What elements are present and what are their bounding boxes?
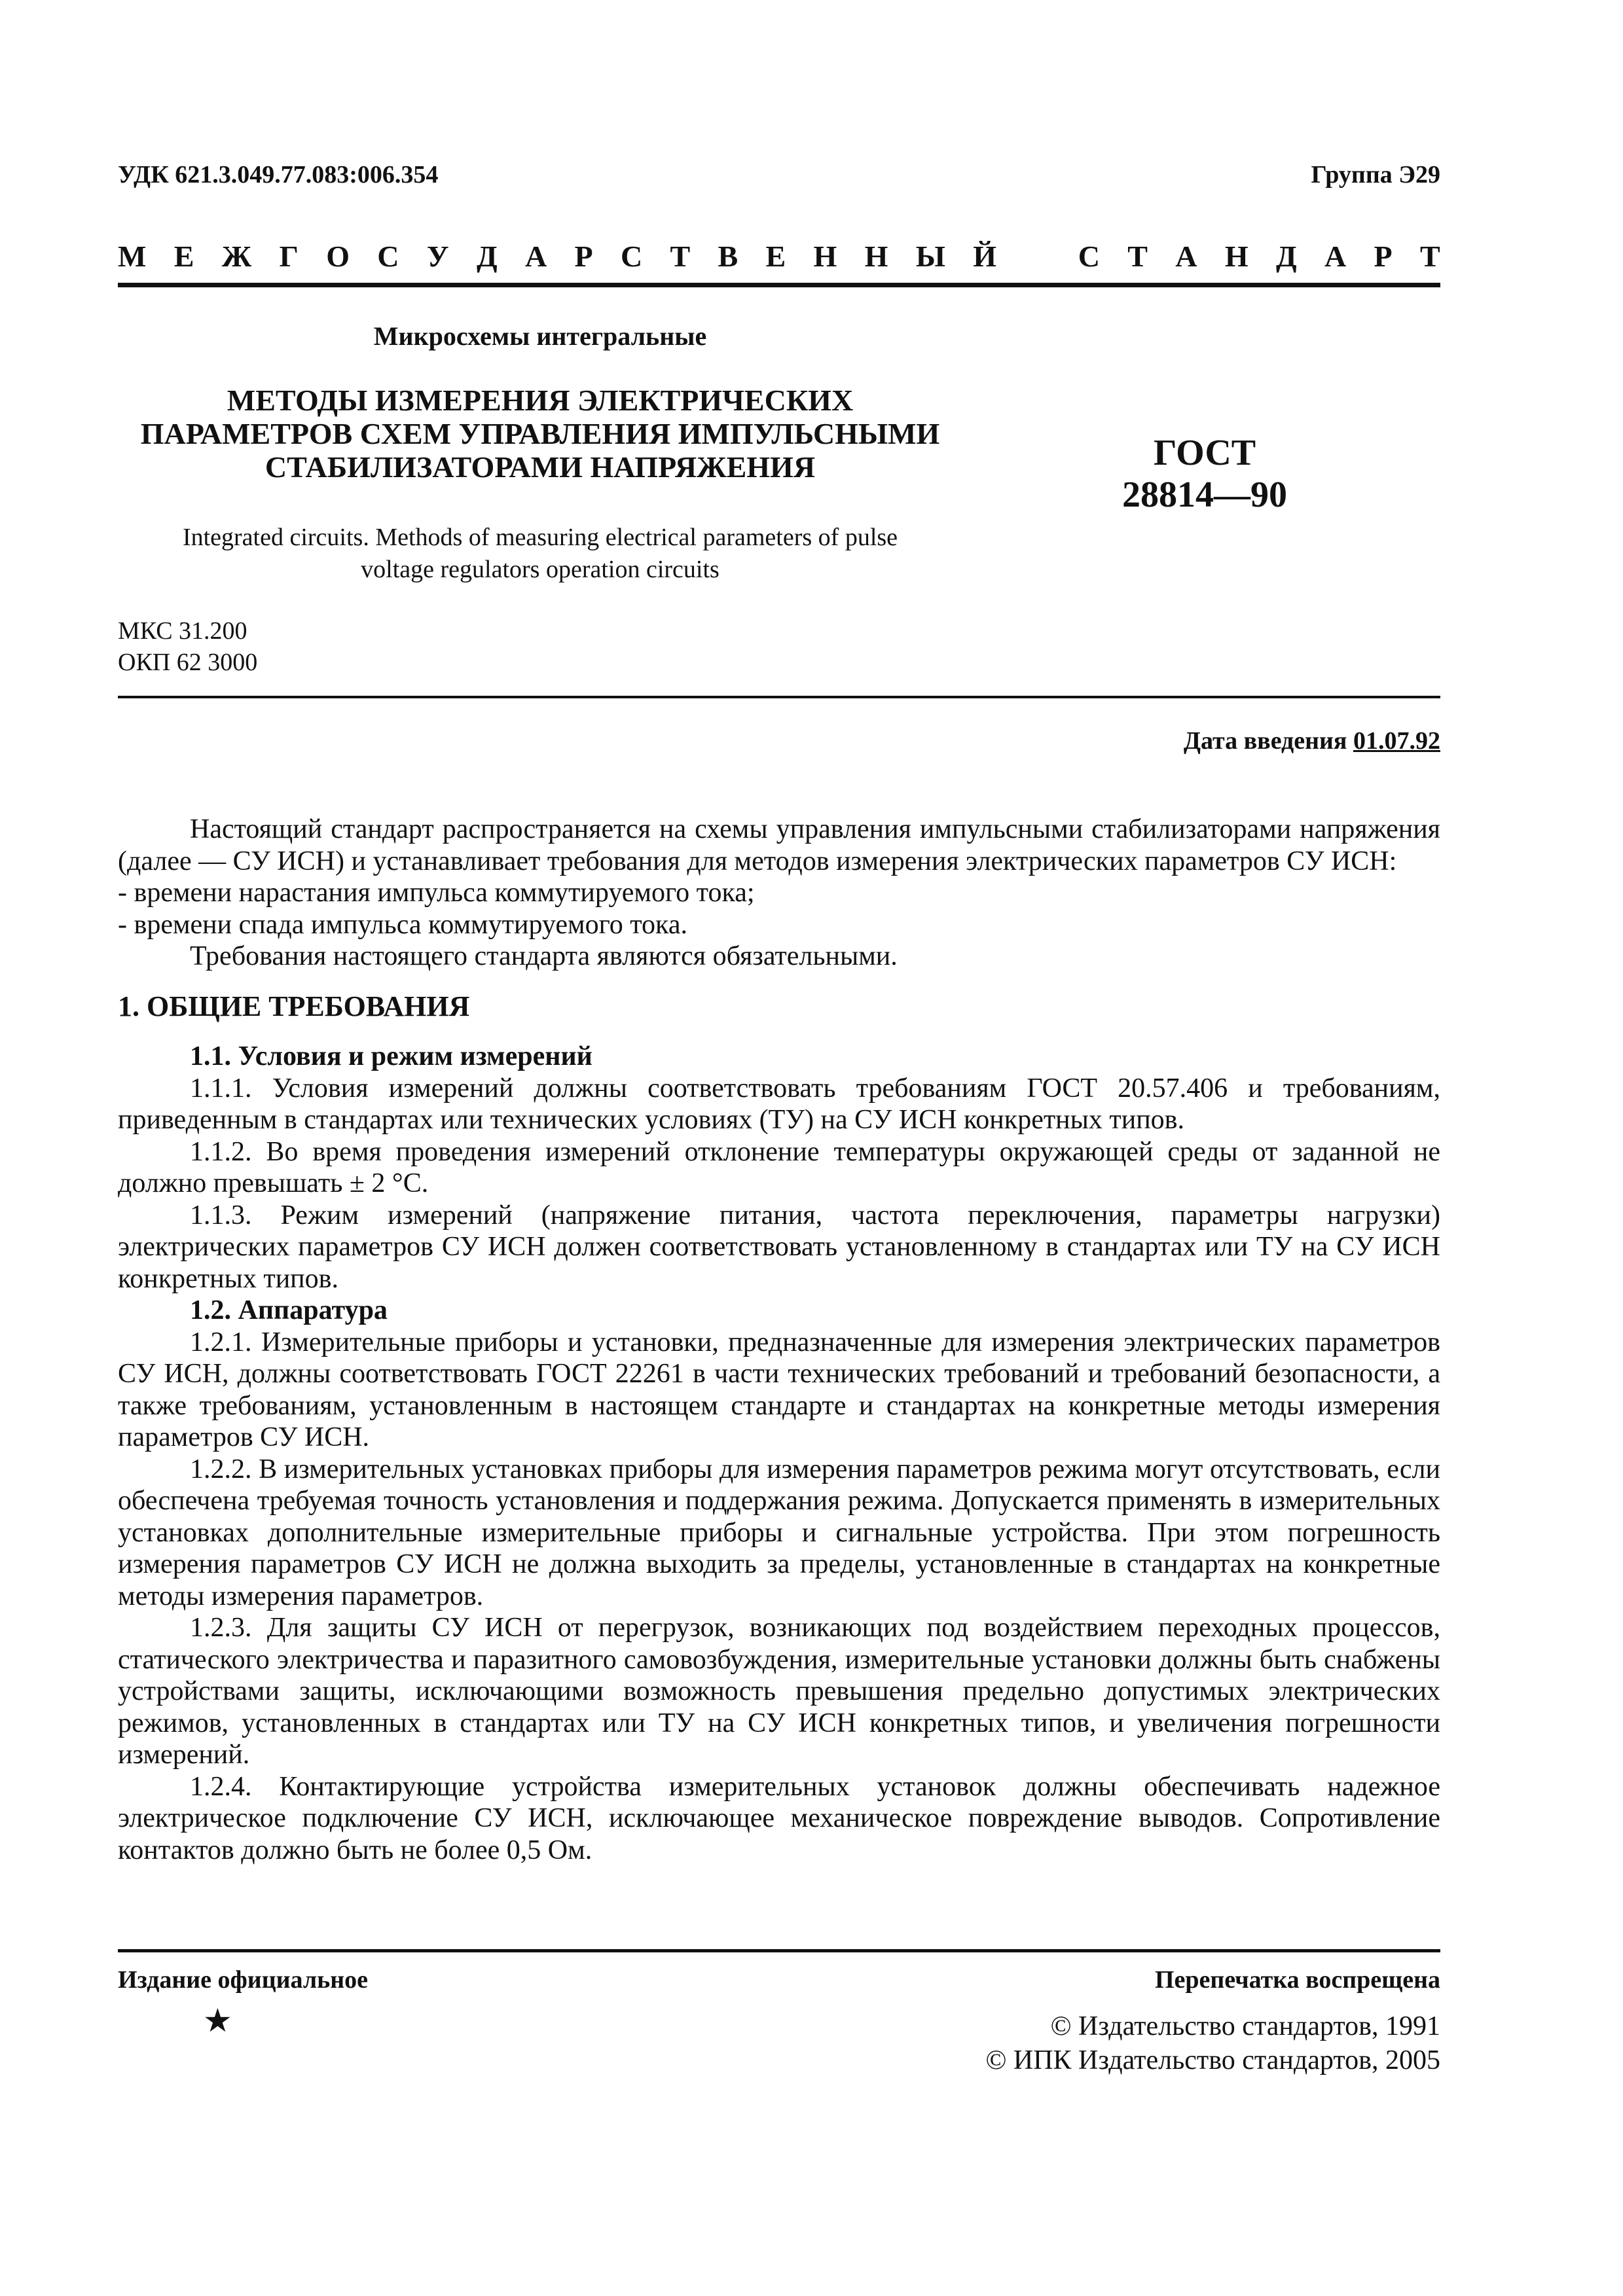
clause-paragraph: 1.1.2. Во время проведения измерений отклонение температуры окружающей среды от заданной не должно превышать ± 2 °С. [118,1136,1440,1198]
banner-letter: Н [1224,240,1249,273]
clause-paragraph: 1.2.2. В измерительных установках приборы для измерения параметров режима могут отсутствовать, если обеспечена требуемая точность установления и поддержания режима. Допускается применять в измерительных установках дополнительные измерительные приборы и сигнальные устройства. При этом погрешность измерения параметров СУ ИСН не должна выходить за пределы, установленные в стандартах на конкретные методы измерения параметров. [118,1454,1440,1611]
section-heading: 1. ОБЩИЕ ТРЕБОВАНИЯ [118,990,470,1022]
banner-letter: С [620,240,643,273]
clause-paragraph: 1.2.3. Для защиты СУ ИСН от перегрузок, возникающих под воздействием переходных процессов, статического электричества и паразитного самовозбуждения, измерительные установки должны быть снабжены устройствами защиты, исключающими возможность превышения предельно допустимых электрических режимов, установленных в стандартах или ТУ на СУ ИСН конкретных типов, и увеличения погрешности измерений. [118,1613,1440,1770]
interstate-standard-banner [118,239,1440,274]
intro-paragraph: Настоящий стандарт распространяется на схемы управления импульсными стабилизаторами напряжения (далее — СУ ИСН) и устанавливает требования для методов измерения электрических параметров СУ ИСН: [118,814,1440,876]
banner-letter: Н [813,240,837,273]
gost-designation [1021,432,1388,516]
intro-date-value: 01.07.92 [1353,727,1440,755]
clause-paragraph: 1.2.4. Контактирующие устройства измерительных установок должны обеспечивать надежное электрическое подключение СУ ИСН, исключающее механическое повреждение выводов. Сопротивление контактов должно быть не более 0,5 Ом. [118,1771,1440,1865]
intro-paragraph: Требования настоящего стандарта являются обязательными. [190,941,898,971]
document-body [118,814,1440,1866]
banner-letter: Т [1127,240,1148,273]
official-edition: Издание официальное [118,1966,369,1994]
banner-letter: Т [1419,240,1440,273]
copyright-line: © Издательство стандартов, 1991 [1050,2011,1440,2041]
subject-line: Микросхемы интегральные [373,321,707,351]
document-title [131,384,949,484]
english-title-line: Integrated circuits. Methods of measuring electrical parameters of pulse [182,524,898,551]
title-line: МЕТОДЫ ИЗМЕРЕНИЯ ЭЛЕКТРИЧЕСКИХ [227,384,854,417]
banner-letter: В [718,240,739,273]
banner-letter: Р [574,240,593,273]
banner-letter: Ы [915,240,945,273]
reprint-prohibited: Перепечатка воспрещена [1154,1966,1440,1994]
banner-letter: Й [973,240,997,273]
banner-letter: А [524,240,547,273]
banner-letter: Д [476,240,498,273]
banner-letter: Е [173,240,194,273]
banner-letter: Н [864,240,888,273]
title-line: ПАРАМЕТРОВ СХЕМ УПРАВЛЕНИЯ ИМПУЛЬСНЫМИ [140,417,940,450]
udk-code: УДК 621.3.049.77.083:006.354 [118,161,439,188]
okp-code: ОКП 62 3000 [118,649,258,676]
banner-letter: Ж [221,240,252,273]
copyright-block [985,2009,1440,2077]
banner-letter: О [326,240,350,273]
copyright-line: © ИПК Издательство стандартов, 2005 [985,2045,1440,2075]
banner-letter: М [118,240,147,273]
clause-paragraph: 1.1.1. Условия измерений должны соответствовать требованиям ГОСТ 20.57.406 и требованиям, приведенным в стандартах или технических условиях (ТУ) на СУ ИСН конкретных типов. [118,1073,1440,1135]
banner-letter: Г [279,240,299,273]
list-item: - времени спада импульса коммутируемого тока. [118,909,687,940]
title-line: СТАБИЛИЗАТОРАМИ НАПРЯЖЕНИЯ [264,450,816,484]
banner-rule [118,283,1440,287]
list-item: - времени нарастания импульса коммутируемого тока; [118,878,755,908]
banner-gap [1024,239,1050,274]
introduction-date [1184,726,1440,755]
banner-letter: А [1175,240,1197,273]
group-code: Группа Э29 [1311,161,1440,188]
intro-date-label: Дата введения [1183,727,1347,755]
gost-label: ГОСТ [1153,433,1256,473]
footer-rule [118,1949,1440,1952]
english-title [131,522,949,586]
subsection-heading: 1.1. Условия и режим измерений [190,1041,593,1071]
document-header [118,160,1440,189]
english-title-line: voltage regulators operation circuits [361,556,720,583]
banner-letter: Е [765,240,786,273]
subsection-heading: 1.2. Аппаратура [190,1295,388,1325]
banner-letter: Р [1374,240,1393,273]
clause-paragraph: 1.2.1. Измерительные приборы и установки, предназначенные для измерения электрических параметров СУ ИСН, должны соответствовать ГОСТ 22261 в части технических требований и требований безопасности, а также требованиям, установленным в настоящем стандарте и стандартах на конкретные методы измерения параметров СУ ИСН. [118,1327,1440,1452]
banner-letter: Т [670,240,691,273]
banner-letter: Д [1275,240,1297,273]
title-block-rule [118,696,1440,698]
banner-letter: У [426,240,449,273]
banner-letter: А [1324,240,1347,273]
banner-letter: С [377,240,399,273]
gost-number: 28814—90 [1122,475,1287,515]
classification-codes [118,615,257,678]
star-mark: ★ [203,2001,232,2039]
mks-code: МКС 31.200 [118,617,247,645]
footer-labels [118,1965,1440,1994]
clause-paragraph: 1.1.3. Режим измерений (напряжение питания, частота переключения, параметры нагрузки) электрических параметров СУ ИСН должен соответствовать установленному в стандартах или ТУ на СУ ИСН конкретных типов. [118,1200,1440,1294]
banner-letter: С [1078,240,1100,273]
